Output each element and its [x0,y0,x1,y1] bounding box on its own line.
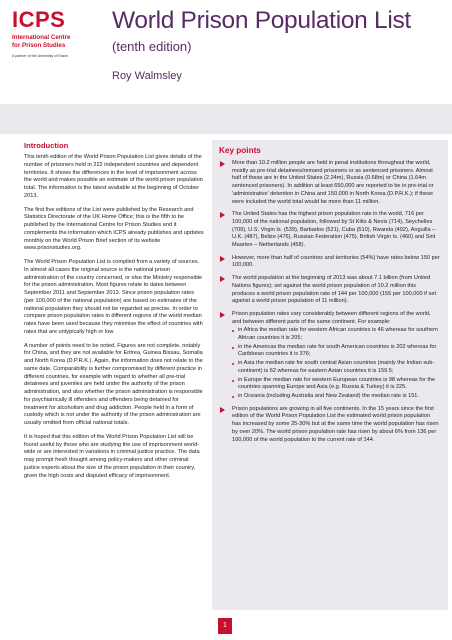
regional-sub-point [232,344,440,359]
arrow-bullet-icon [220,276,225,282]
key-point [218,311,440,401]
header-band [0,104,452,134]
arrow-bullet-icon [220,312,225,318]
dot-bullet-icon [232,330,234,332]
introduction-heading: Introduction [24,141,69,150]
arrow-bullet-icon [220,212,225,218]
document-title: World Prison Population List [112,7,411,34]
key-point-text: The United States has the highest prison population rate in the world, 716 per 100,000 of the national population, followed by St Kitts & Nevis (714), Seychelles (709), U.S. Virgin Is. (539), Barbados (521), Cuba (510), Rwanda (492), Anguilla – U.K. (487), Belize (476), Russian Federation (475), British Virgin Is. (460) and Sint Maarten – Netherlands (458). [232,211,436,249]
dot-bullet-icon [232,396,234,398]
arrow-bullet-icon [220,407,225,413]
regional-sub-point [232,360,440,375]
intro-paragraph: This tenth edition of the World Prison Population List gives details of the number of prisoners held in 222 independent countries and dependent territories. It shows the differences in the level of imprisonment across the world and makes possible an estimate of the world prison population total. The information is the latest available at the beginning of October 2013. [24,154,203,199]
key-point [218,211,440,250]
intro-paragraph: The World Prison Population List is compiled from a variety of sources. In almost all cases the original source is the national prison administration of the country concerned, or else the Ministry responsible for the prison administration. Most figures relate to dates between September 2011 and September 2013. Since prison population rates (per 100,000 of the national population) are based on estimates of the national population they should not be regarded as precise. In order to compare prison population rates in different regions of the world median rates have been used because they minimise the effect of countries with rates that are untypically high or low. [24,259,203,335]
icps-logo [12,8,102,59]
sub-point-text: in Asia the median rate for south central Asian countries (mainly the Indian sub-continent) is 62 whereas for eastern Asian countries it is 159.5; [238,360,435,374]
sub-point-text: in Oceania (including Australia and New Zealand) the median rate is 151. [238,392,419,399]
regional-sub-point [232,327,440,342]
intro-paragraph: It is hoped that this edition of the World Prison Population List will be found useful by those who are studying the use of imprisonment world-wide or are interested in variations in criminal justice practice. The data may prompt fresh thought among policy-makers and other criminal justice experts about the size of the prison population in their country, given the high costs and disputed efficacy of imprisonment. [24,433,200,479]
document-edition: (tenth edition) [112,39,192,54]
sub-point-text: in the Americas the median rate for south American countries is 202 whereas for Caribbean countries it is 376; [238,343,437,358]
key-point-text: The world population at the beginning of 2013 was about 7.1 billion (from United Nations figures); set against the world prison population of 10.2 million this produces a world prison population rate of 144 per 100,000 (155 per 100,000 if set against a world prison population of 11 million). [232,275,436,305]
key-point [218,255,440,270]
arrow-bullet-icon [220,161,225,167]
key-point [218,406,440,445]
arrow-bullet-icon [220,256,225,262]
key-points-heading: Key points [219,146,261,155]
intro-paragraph: The first five editions of the List were published by the Research and Statistics Directorate of the UK Home Office; this is the fifth to be published by the International Centre for Prison Studies and it complements the information which ICPS already publishes and updates monthly on the World Prison Brief section of its website www.prisonstudies.org. [24,206,204,252]
introduction-column [24,141,204,486]
title-block [112,6,448,83]
key-point-text: More than 10.2 million people are held in penal institutions throughout the world, mostly as pre-trial detainees/remand prisoners or as sentenced prisoners. Almost half of these are in the United States (2.24m), Russia (0.68m) or China (1.64m sentenced prisoners). In addition at least 650,000 are reported to be in pre-trial or 'administrative' detention in China and 150,000 in North Korea (D.P.R.K.); if these were included the world total would be more than 11 million. [232,160,434,205]
page-header [0,0,452,100]
sub-point-text: in Africa the median rate for western African countries is 46 whereas for southern African countries it is 205; [238,327,438,342]
regional-sub-point [232,377,440,392]
regional-sub-point [232,393,440,401]
key-point-text: Prison populations are growing in all five continents. In the 15 years since the first edition of the World Prison Population List the estimated world prison population has increased by some 25-30% but at the same time the world population has risen by over 20%. The world prison population rate has risen by about 6% from 136 per 100,000 of the world population to the current rate of 144. [232,405,439,443]
sub-point-text: in Europe the median rate for western European countries is 98 whereas for the countries spanning Europe and Asia (e.g. Russia & Turkey) it is 225. [238,376,436,391]
intro-paragraph: A number of points need to be noted. Figures are not complete, notably for China, and they are not available for Eritrea, Guinea Bissau, Somalia and North Korea (D.P.R.K.). Again, the information does not relate to the same date. Comparability is further compromised by different practice in different countries, for example with regard to whether all pre-trial detainees and juveniles are held under the authority of the prison administration, and also whether the prison administration is responsible for psychiatrically ill offenders and offenders being detained for treatment for alcoholism and drug addiction. People held in a form of custody which is not under the authority of the prison administration are usually omitted from official national totals. [24,342,203,426]
key-point [218,160,440,206]
logo-line-2: for Prison Studies [12,41,66,49]
logo-line-1: International Centre [12,34,71,41]
dot-bullet-icon [232,380,234,382]
logo-wordmark: ICPS [12,7,66,32]
key-points-panel [212,140,448,610]
logo-partner: A partner of the University of Essex [12,54,69,58]
key-point-text: Prison population rates vary considerably between different regions of the world, and between different parts of the same continent. For example: [232,310,431,325]
key-point-text: However, more than half of countries and territories (54%) have rates below 150 per 100,000. [232,254,440,269]
dot-bullet-icon [232,363,234,365]
dot-bullet-icon [232,347,234,349]
document-author: Roy Walmsley [112,70,182,82]
key-point [218,275,440,306]
page-number: 1 [218,618,232,634]
